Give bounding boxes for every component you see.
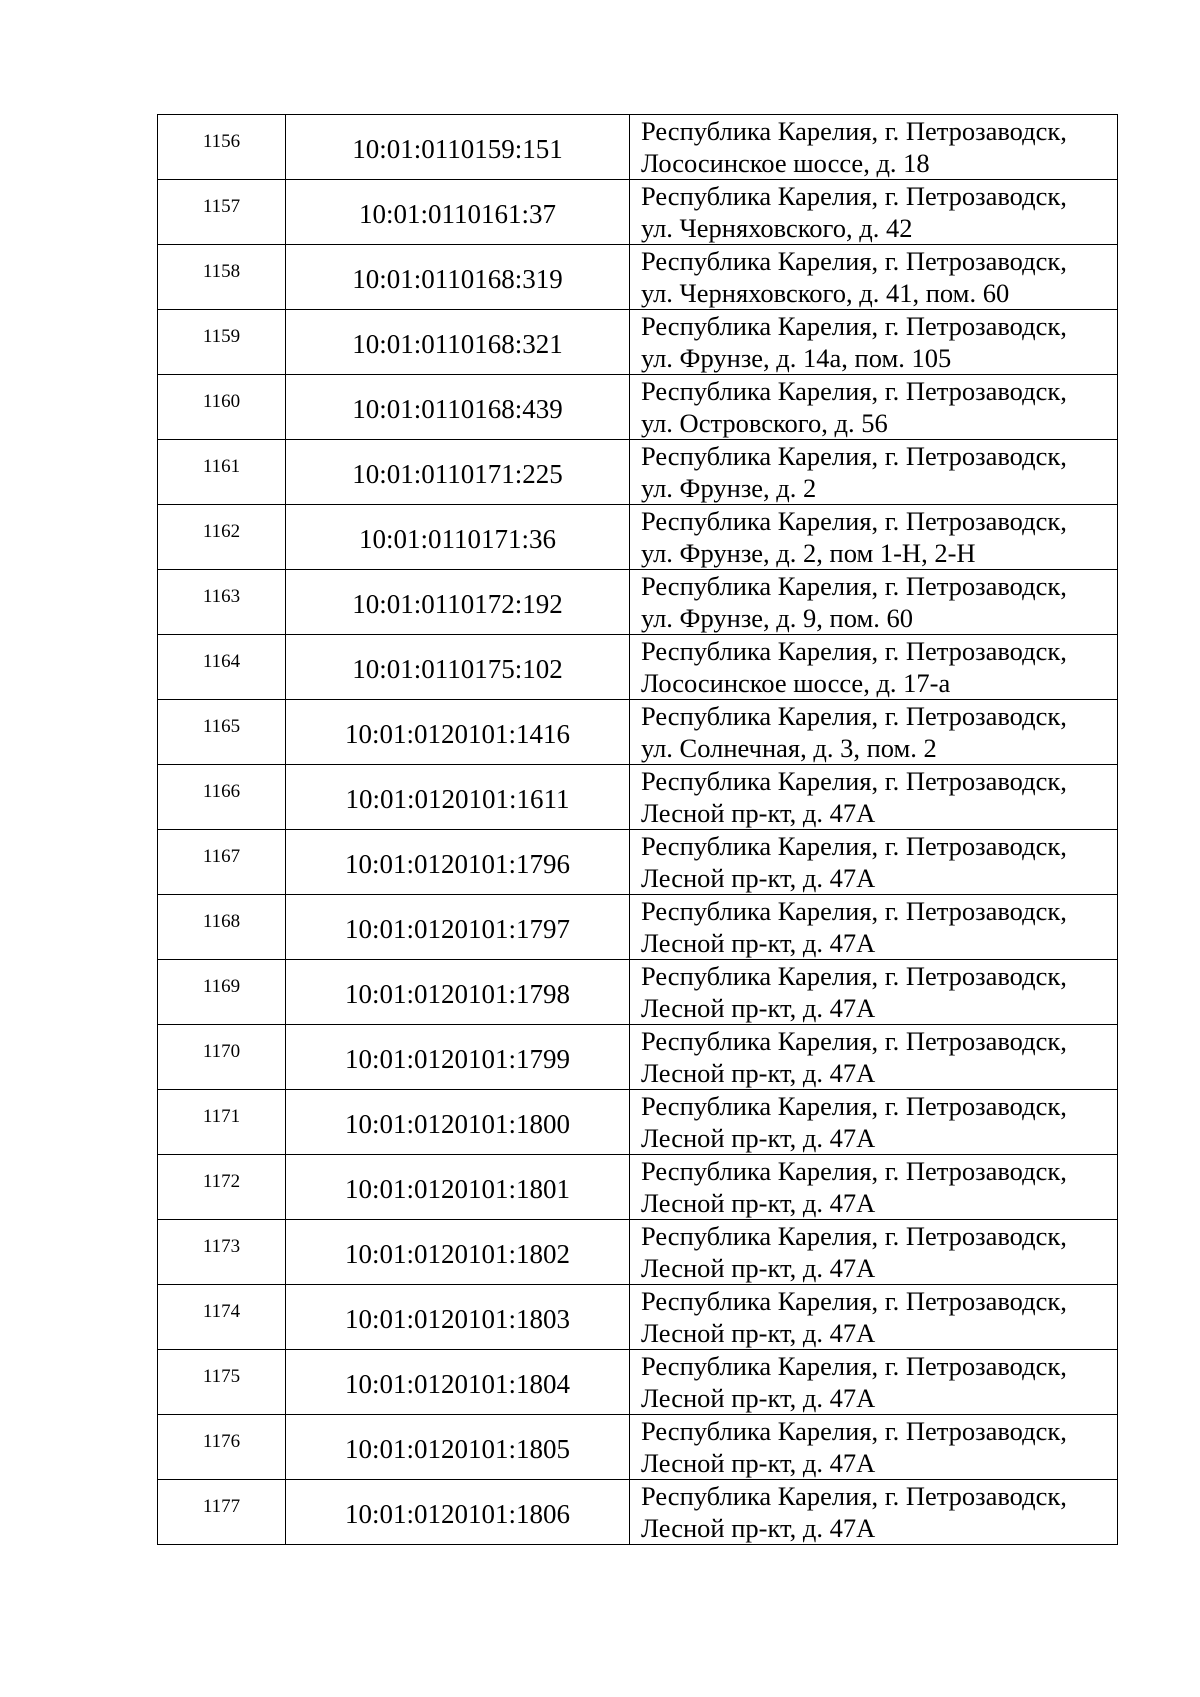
address-cell <box>630 960 1118 1025</box>
address-line-2: Лесной пр-кт, д. 47А <box>641 1058 876 1088</box>
cadastral-number: 10:01:0110161:37 <box>286 180 630 245</box>
row-number: 1163 <box>158 570 286 635</box>
address-line-1: Республика Карелия, г. Петрозаводск, <box>641 1026 1067 1056</box>
address-cell <box>630 700 1118 765</box>
address-line-1: Республика Карелия, г. Петрозаводск, <box>641 571 1067 601</box>
table-row <box>158 830 1118 895</box>
row-number: 1157 <box>158 180 286 245</box>
address-line-2: ул. Фрунзе, д. 14а, пом. 105 <box>641 343 952 373</box>
address-cell <box>630 1480 1118 1545</box>
address-cell <box>630 1155 1118 1220</box>
cadastral-number: 10:01:0120101:1800 <box>286 1090 630 1155</box>
table-row <box>158 1155 1118 1220</box>
row-number: 1162 <box>158 505 286 570</box>
row-number: 1161 <box>158 440 286 505</box>
address-cell <box>630 180 1118 245</box>
row-number: 1170 <box>158 1025 286 1090</box>
address-line-1: Республика Карелия, г. Петрозаводск, <box>641 311 1067 341</box>
address-line-2: Лесной пр-кт, д. 47А <box>641 1188 876 1218</box>
address-line-2: ул. Черняховского, д. 41, пом. 60 <box>641 278 1010 308</box>
cadastral-number: 10:01:0120101:1611 <box>286 765 630 830</box>
address-cell <box>630 1220 1118 1285</box>
address-line-2: ул. Фрунзе, д. 9, пом. 60 <box>641 603 913 633</box>
address-line-1: Республика Карелия, г. Петрозаводск, <box>641 896 1067 926</box>
address-cell <box>630 505 1118 570</box>
table-row <box>158 700 1118 765</box>
row-number: 1171 <box>158 1090 286 1155</box>
table-row <box>158 765 1118 830</box>
cadastral-number: 10:01:0120101:1416 <box>286 700 630 765</box>
address-line-2: ул. Островского, д. 56 <box>641 408 888 438</box>
row-number: 1176 <box>158 1415 286 1480</box>
address-cell <box>630 1285 1118 1350</box>
row-number: 1167 <box>158 830 286 895</box>
cadastral-number: 10:01:0120101:1799 <box>286 1025 630 1090</box>
address-cell <box>630 895 1118 960</box>
address-line-1: Республика Карелия, г. Петрозаводск, <box>641 701 1067 731</box>
row-number: 1169 <box>158 960 286 1025</box>
address-line-2: Лесной пр-кт, д. 47А <box>641 1123 876 1153</box>
address-line-1: Республика Карелия, г. Петрозаводск, <box>641 831 1067 861</box>
address-cell <box>630 570 1118 635</box>
table-row <box>158 440 1118 505</box>
cadastral-number: 10:01:0110171:225 <box>286 440 630 505</box>
table-row <box>158 635 1118 700</box>
cadastral-number: 10:01:0110168:319 <box>286 245 630 310</box>
cadastral-number: 10:01:0120101:1802 <box>286 1220 630 1285</box>
cadastral-number: 10:01:0120101:1796 <box>286 830 630 895</box>
address-line-2: Лесной пр-кт, д. 47А <box>641 798 876 828</box>
address-line-1: Республика Карелия, г. Петрозаводск, <box>641 1156 1067 1186</box>
address-line-1: Республика Карелия, г. Петрозаводск, <box>641 181 1067 211</box>
address-cell <box>630 1350 1118 1415</box>
address-line-2: Лососинское шоссе, д. 17-а <box>641 668 951 698</box>
address-line-1: Республика Карелия, г. Петрозаводск, <box>641 636 1067 666</box>
address-line-1: Республика Карелия, г. Петрозаводск, <box>641 506 1067 536</box>
address-cell <box>630 245 1118 310</box>
table-row <box>158 1090 1118 1155</box>
cadastral-number: 10:01:0110168:321 <box>286 310 630 375</box>
address-line-2: ул. Солнечная, д. 3, пом. 2 <box>641 733 937 763</box>
row-number: 1160 <box>158 375 286 440</box>
address-cell <box>630 1415 1118 1480</box>
table-row <box>158 375 1118 440</box>
table-row <box>158 895 1118 960</box>
cadastral-number: 10:01:0120101:1804 <box>286 1350 630 1415</box>
cadastral-number: 10:01:0120101:1803 <box>286 1285 630 1350</box>
address-cell <box>630 375 1118 440</box>
table-row <box>158 180 1118 245</box>
address-line-2: ул. Фрунзе, д. 2 <box>641 473 817 503</box>
address-line-1: Республика Карелия, г. Петрозаводск, <box>641 766 1067 796</box>
address-line-2: Лесной пр-кт, д. 47А <box>641 993 876 1023</box>
address-line-1: Республика Карелия, г. Петрозаводск, <box>641 1091 1067 1121</box>
address-line-1: Республика Карелия, г. Петрозаводск, <box>641 441 1067 471</box>
row-number: 1172 <box>158 1155 286 1220</box>
property-table <box>157 114 1118 1545</box>
row-number: 1159 <box>158 310 286 375</box>
address-line-2: Лесной пр-кт, д. 47А <box>641 1448 876 1478</box>
property-table-body <box>158 115 1118 1545</box>
address-line-1: Республика Карелия, г. Петрозаводск, <box>641 961 1067 991</box>
address-line-1: Республика Карелия, г. Петрозаводск, <box>641 1286 1067 1316</box>
cadastral-number: 10:01:0120101:1801 <box>286 1155 630 1220</box>
row-number: 1164 <box>158 635 286 700</box>
address-line-1: Республика Карелия, г. Петрозаводск, <box>641 246 1067 276</box>
cadastral-number: 10:01:0120101:1806 <box>286 1480 630 1545</box>
row-number: 1166 <box>158 765 286 830</box>
address-line-2: ул. Черняховского, д. 42 <box>641 213 913 243</box>
address-line-2: Лесной пр-кт, д. 47А <box>641 863 876 893</box>
table-row <box>158 115 1118 180</box>
address-line-2: ул. Фрунзе, д. 2, пом 1-Н, 2-Н <box>641 538 976 568</box>
address-cell <box>630 115 1118 180</box>
cadastral-number: 10:01:0110159:151 <box>286 115 630 180</box>
address-line-1: Республика Карелия, г. Петрозаводск, <box>641 1351 1067 1381</box>
table-row <box>158 1025 1118 1090</box>
table-row <box>158 310 1118 375</box>
row-number: 1174 <box>158 1285 286 1350</box>
table-row <box>158 245 1118 310</box>
address-line-2: Лесной пр-кт, д. 47А <box>641 1513 876 1543</box>
cadastral-number: 10:01:0110171:36 <box>286 505 630 570</box>
cadastral-number: 10:01:0110168:439 <box>286 375 630 440</box>
table-row <box>158 1285 1118 1350</box>
cadastral-number: 10:01:0120101:1797 <box>286 895 630 960</box>
row-number: 1168 <box>158 895 286 960</box>
table-row <box>158 1480 1118 1545</box>
cadastral-number: 10:01:0120101:1798 <box>286 960 630 1025</box>
row-number: 1177 <box>158 1480 286 1545</box>
cadastral-number: 10:01:0120101:1805 <box>286 1415 630 1480</box>
address-line-2: Лесной пр-кт, д. 47А <box>641 1383 876 1413</box>
row-number: 1173 <box>158 1220 286 1285</box>
table-row <box>158 570 1118 635</box>
row-number: 1175 <box>158 1350 286 1415</box>
address-cell <box>630 440 1118 505</box>
address-line-2: Лесной пр-кт, д. 47А <box>641 1253 876 1283</box>
address-cell <box>630 765 1118 830</box>
table-row <box>158 505 1118 570</box>
cadastral-number: 10:01:0110172:192 <box>286 570 630 635</box>
address-line-1: Республика Карелия, г. Петрозаводск, <box>641 376 1067 406</box>
row-number: 1158 <box>158 245 286 310</box>
address-line-1: Республика Карелия, г. Петрозаводск, <box>641 116 1067 146</box>
address-line-1: Республика Карелия, г. Петрозаводск, <box>641 1481 1067 1511</box>
address-cell <box>630 310 1118 375</box>
address-line-1: Республика Карелия, г. Петрозаводск, <box>641 1221 1067 1251</box>
table-row <box>158 960 1118 1025</box>
row-number: 1165 <box>158 700 286 765</box>
address-line-2: Лесной пр-кт, д. 47А <box>641 928 876 958</box>
address-line-1: Республика Карелия, г. Петрозаводск, <box>641 1416 1067 1446</box>
row-number: 1156 <box>158 115 286 180</box>
address-cell <box>630 1090 1118 1155</box>
address-line-2: Лососинское шоссе, д. 18 <box>641 148 930 178</box>
address-cell <box>630 1025 1118 1090</box>
address-cell <box>630 830 1118 895</box>
address-cell <box>630 635 1118 700</box>
address-line-2: Лесной пр-кт, д. 47А <box>641 1318 876 1348</box>
table-row <box>158 1220 1118 1285</box>
table-row <box>158 1350 1118 1415</box>
table-row <box>158 1415 1118 1480</box>
cadastral-number: 10:01:0110175:102 <box>286 635 630 700</box>
